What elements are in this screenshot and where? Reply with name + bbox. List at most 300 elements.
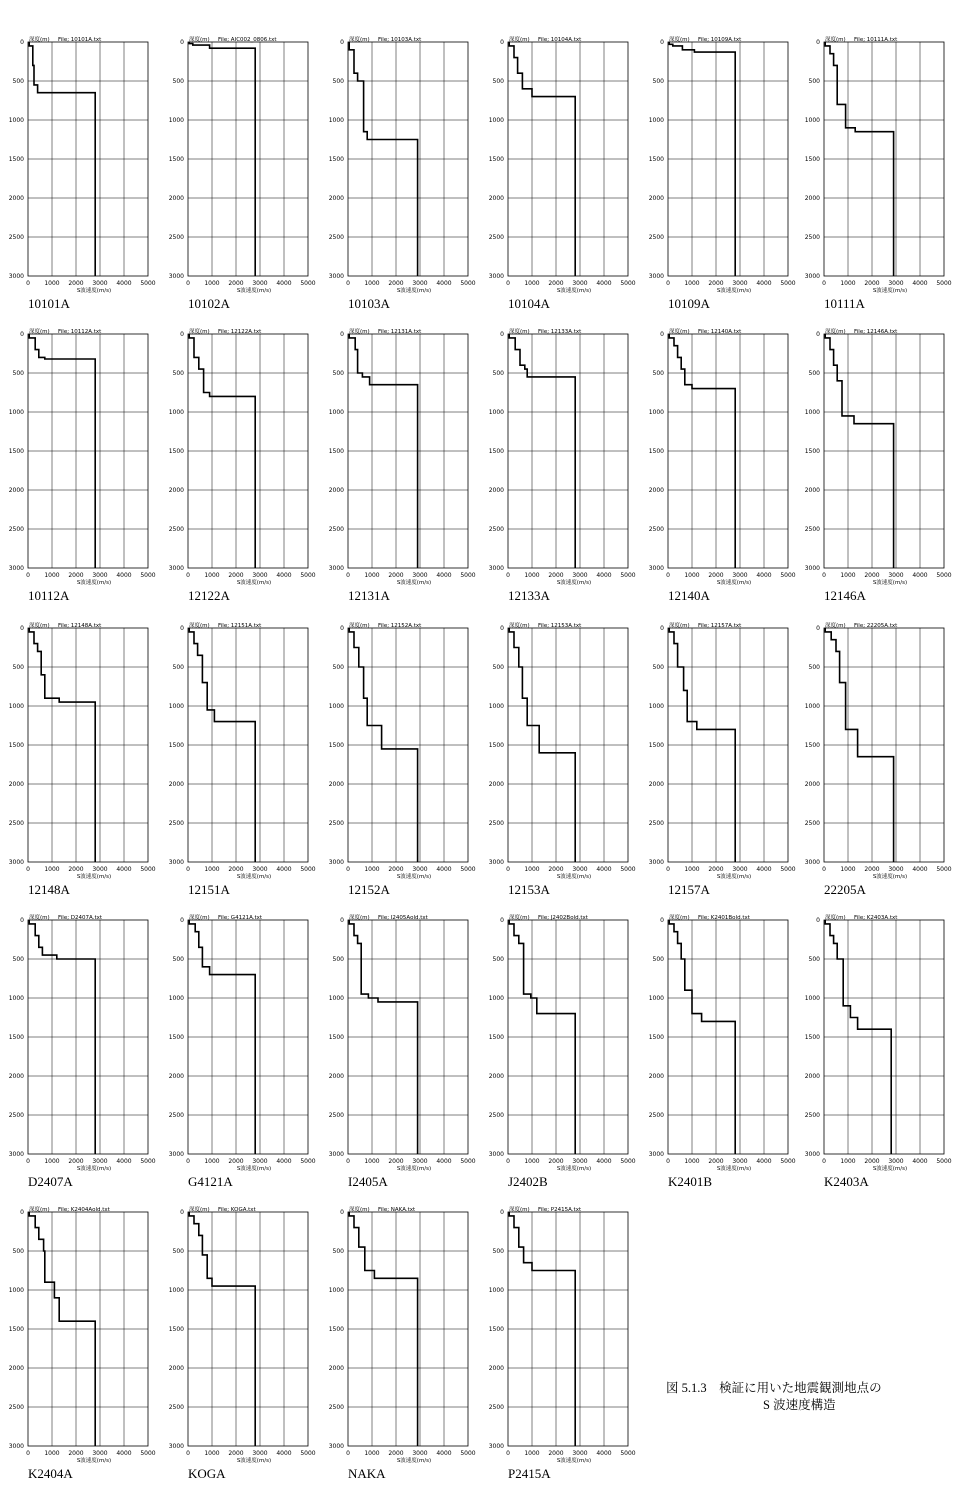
y-tick-label: 2000	[328, 1365, 344, 1372]
y-tick-label: 1500	[8, 1034, 24, 1041]
x-tick-label: 3000	[252, 572, 268, 579]
y-axis-label: 深度(m)	[349, 1207, 370, 1213]
x-tick-label: 1000	[364, 866, 380, 873]
x-tick-label: 5000	[936, 572, 952, 579]
y-tick-label: 1000	[8, 703, 24, 710]
y-tick-label: 2500	[648, 1112, 664, 1119]
chart-K2404A	[0, 1204, 160, 1498]
y-tick-label: 500	[12, 370, 24, 377]
y-tick-label: 500	[332, 370, 344, 377]
station-name: 12153A	[508, 882, 550, 897]
y-tick-label: 500	[808, 664, 820, 671]
y-axis-label: 深度(m)	[349, 37, 370, 43]
figure-caption	[666, 1380, 946, 1414]
y-tick-label: 1500	[488, 156, 504, 163]
y-tick-label: 1500	[804, 742, 820, 749]
x-tick-label: 4000	[596, 280, 612, 287]
x-tick-label: 1000	[204, 280, 220, 287]
y-tick-label: 2500	[8, 526, 24, 533]
chart-svg	[160, 1204, 320, 1466]
y-tick-label: 0	[500, 917, 504, 924]
x-tick-label: 4000	[276, 280, 292, 287]
y-tick-label: 500	[172, 78, 184, 85]
chart-svg	[480, 912, 640, 1174]
y-tick-label: 1500	[804, 1034, 820, 1041]
x-tick-label: 3000	[92, 280, 108, 287]
y-tick-label: 3000	[168, 859, 184, 866]
y-tick-label: 3000	[8, 273, 24, 280]
y-tick-label: 3000	[328, 565, 344, 572]
chart-J2402B	[480, 912, 640, 1206]
x-tick-label: 3000	[732, 572, 748, 579]
chart-10112A	[0, 326, 160, 620]
y-tick-label: 1000	[804, 117, 820, 124]
x-tick-label: 1000	[684, 866, 700, 873]
y-tick-label: 0	[816, 625, 820, 632]
x-tick-label: 2000	[548, 572, 564, 579]
y-tick-label: 1500	[488, 742, 504, 749]
x-tick-label: 2000	[388, 1158, 404, 1165]
x-tick-label: 1000	[44, 1450, 60, 1457]
x-axis-label: S波速度(m/s)	[236, 1166, 272, 1172]
chart-12151A	[160, 620, 320, 914]
chart-10111A	[796, 34, 956, 328]
y-tick-label: 2000	[168, 195, 184, 202]
y-tick-label: 1500	[168, 156, 184, 163]
y-axis-label: 深度(m)	[29, 915, 50, 921]
station-name: 12122A	[188, 588, 230, 603]
y-tick-label: 500	[808, 370, 820, 377]
y-tick-label: 3000	[648, 859, 664, 866]
x-tick-label: 0	[346, 572, 350, 579]
chart-svg	[320, 912, 480, 1174]
x-axis-label: S波速度(m/s)	[396, 1458, 432, 1464]
x-tick-label: 4000	[756, 866, 772, 873]
x-tick-label: 0	[26, 866, 30, 873]
x-axis-label: S波速度(m/s)	[396, 874, 432, 880]
x-tick-label: 1000	[840, 572, 856, 579]
chart-svg	[480, 620, 640, 882]
x-tick-label: 2000	[388, 572, 404, 579]
y-tick-label: 1000	[488, 703, 504, 710]
y-tick-label: 500	[652, 664, 664, 671]
y-tick-label: 1500	[804, 156, 820, 163]
x-axis-label: S波速度(m/s)	[872, 580, 908, 586]
chart-svg	[0, 34, 160, 296]
y-tick-label: 3000	[488, 1443, 504, 1450]
station-name: J2402B	[508, 1174, 548, 1189]
x-tick-label: 5000	[620, 572, 636, 579]
x-tick-label: 5000	[936, 1158, 952, 1165]
y-axis-label: 深度(m)	[669, 329, 690, 335]
y-tick-label: 0	[660, 625, 664, 632]
x-tick-label: 3000	[252, 866, 268, 873]
file-label: File; K2404Aold.txt	[58, 1207, 110, 1213]
y-tick-label: 1500	[328, 1326, 344, 1333]
y-tick-label: 2500	[488, 1112, 504, 1119]
y-tick-label: 2500	[648, 526, 664, 533]
file-label: File; K2403A.txt	[854, 915, 898, 921]
y-tick-label: 1500	[168, 1326, 184, 1333]
chart-10104A	[480, 34, 640, 328]
x-tick-label: 2000	[388, 1450, 404, 1457]
x-tick-label: 2000	[548, 1158, 564, 1165]
y-tick-label: 1000	[804, 995, 820, 1002]
y-axis-label: 深度(m)	[189, 329, 210, 335]
x-tick-label: 3000	[412, 572, 428, 579]
x-tick-label: 0	[666, 280, 670, 287]
file-label: File; J2402Bold.txt	[538, 915, 588, 921]
x-tick-label: 1000	[524, 280, 540, 287]
station-name: 12151A	[188, 882, 230, 897]
y-tick-label: 2000	[8, 195, 24, 202]
x-tick-label: 5000	[620, 1158, 636, 1165]
x-tick-label: 0	[26, 280, 30, 287]
y-tick-label: 2000	[804, 1073, 820, 1080]
x-tick-label: 0	[186, 1450, 190, 1457]
y-tick-label: 0	[816, 39, 820, 46]
x-tick-label: 0	[26, 1158, 30, 1165]
x-tick-label: 0	[822, 1158, 826, 1165]
y-axis-label: 深度(m)	[189, 37, 210, 43]
y-tick-label: 500	[808, 956, 820, 963]
y-axis-label: 深度(m)	[825, 623, 846, 629]
y-axis-label: 深度(m)	[669, 623, 690, 629]
x-axis-label: S波速度(m/s)	[872, 288, 908, 294]
y-axis-label: 深度(m)	[509, 915, 530, 921]
x-axis-label: S波速度(m/s)	[716, 1166, 752, 1172]
station-name: 10109A	[668, 296, 710, 311]
y-tick-label: 500	[172, 664, 184, 671]
y-tick-label: 0	[500, 39, 504, 46]
chart-svg	[320, 34, 480, 296]
y-tick-label: 1000	[488, 1287, 504, 1294]
y-tick-label: 1500	[8, 1326, 24, 1333]
x-tick-label: 0	[822, 572, 826, 579]
y-axis-label: 深度(m)	[29, 1207, 50, 1213]
x-tick-label: 5000	[620, 1450, 636, 1457]
y-tick-label: 2500	[488, 820, 504, 827]
x-tick-label: 4000	[276, 1158, 292, 1165]
y-tick-label: 2000	[488, 195, 504, 202]
x-axis-label: S波速度(m/s)	[396, 580, 432, 586]
x-tick-label: 4000	[116, 1450, 132, 1457]
x-tick-label: 5000	[140, 280, 156, 287]
y-axis-label: 深度(m)	[349, 329, 370, 335]
y-tick-label: 3000	[328, 1151, 344, 1158]
station-name: 10103A	[348, 296, 390, 311]
chart-12153A	[480, 620, 640, 914]
y-tick-label: 0	[660, 331, 664, 338]
y-tick-label: 2500	[168, 820, 184, 827]
y-tick-label: 0	[180, 625, 184, 632]
y-tick-label: 3000	[168, 1151, 184, 1158]
chart-svg	[0, 912, 160, 1174]
x-axis-label: S波速度(m/s)	[872, 1166, 908, 1172]
y-tick-label: 1500	[328, 156, 344, 163]
x-tick-label: 1000	[204, 1450, 220, 1457]
chart-svg	[796, 34, 956, 296]
y-tick-label: 2500	[8, 1404, 24, 1411]
y-tick-label: 0	[20, 331, 24, 338]
file-label: File; 12122A.txt	[218, 329, 262, 335]
x-tick-label: 4000	[436, 572, 452, 579]
x-tick-label: 4000	[436, 1450, 452, 1457]
y-tick-label: 2000	[8, 1365, 24, 1372]
y-tick-label: 1000	[168, 409, 184, 416]
y-tick-label: 3000	[648, 1151, 664, 1158]
chart-svg	[0, 326, 160, 588]
y-tick-label: 500	[12, 78, 24, 85]
station-name: 22205A	[824, 882, 866, 897]
y-tick-label: 1000	[328, 703, 344, 710]
y-axis-label: 深度(m)	[825, 329, 846, 335]
y-tick-label: 0	[180, 1209, 184, 1216]
x-tick-label: 2000	[228, 1450, 244, 1457]
x-tick-label: 4000	[276, 572, 292, 579]
x-axis-label: S波速度(m/s)	[76, 580, 112, 586]
y-tick-label: 2500	[328, 1112, 344, 1119]
chart-10103A	[320, 34, 480, 328]
y-tick-label: 500	[332, 78, 344, 85]
y-tick-label: 500	[332, 664, 344, 671]
chart-svg	[160, 912, 320, 1174]
x-tick-label: 5000	[460, 866, 476, 873]
y-tick-label: 1500	[488, 1326, 504, 1333]
x-tick-label: 4000	[756, 280, 772, 287]
x-tick-label: 4000	[912, 280, 928, 287]
x-tick-label: 0	[346, 866, 350, 873]
station-name: 12146A	[824, 588, 866, 603]
x-tick-label: 5000	[460, 572, 476, 579]
station-name: KOGA	[188, 1466, 226, 1481]
x-tick-label: 2000	[864, 1158, 880, 1165]
chart-svg	[640, 912, 800, 1174]
y-tick-label: 2500	[648, 234, 664, 241]
chart-D2407A	[0, 912, 160, 1206]
file-label: File; 10103A.txt	[378, 37, 422, 43]
y-tick-label: 500	[172, 370, 184, 377]
x-tick-label: 1000	[44, 1158, 60, 1165]
x-axis-label: S波速度(m/s)	[716, 874, 752, 880]
x-tick-label: 1000	[204, 572, 220, 579]
x-tick-label: 3000	[572, 1158, 588, 1165]
y-tick-label: 3000	[8, 1443, 24, 1450]
x-tick-label: 0	[666, 1158, 670, 1165]
y-tick-label: 0	[500, 1209, 504, 1216]
x-tick-label: 0	[506, 1450, 510, 1457]
x-tick-label: 0	[186, 280, 190, 287]
y-axis-label: 深度(m)	[29, 623, 50, 629]
x-tick-label: 1000	[684, 1158, 700, 1165]
x-tick-label: 5000	[140, 572, 156, 579]
x-tick-label: 0	[506, 572, 510, 579]
y-tick-label: 3000	[328, 273, 344, 280]
y-tick-label: 500	[652, 370, 664, 377]
station-name: 12140A	[668, 588, 710, 603]
y-tick-label: 1500	[648, 1034, 664, 1041]
station-name: G4121A	[188, 1174, 233, 1189]
file-label: File; AIC002_0806.txt	[218, 37, 277, 43]
chart-12133A	[480, 326, 640, 620]
x-tick-label: 1000	[44, 572, 60, 579]
x-axis-label: S波速度(m/s)	[236, 874, 272, 880]
y-tick-label: 1000	[328, 995, 344, 1002]
y-tick-label: 3000	[328, 859, 344, 866]
x-tick-label: 1000	[524, 1450, 540, 1457]
x-tick-label: 5000	[140, 1450, 156, 1457]
x-tick-label: 3000	[412, 280, 428, 287]
station-name: 12131A	[348, 588, 390, 603]
y-tick-label: 1000	[8, 409, 24, 416]
y-tick-label: 2000	[648, 195, 664, 202]
y-tick-label: 3000	[168, 273, 184, 280]
y-tick-label: 1500	[328, 1034, 344, 1041]
y-tick-label: 0	[20, 625, 24, 632]
y-tick-label: 500	[12, 664, 24, 671]
y-tick-label: 1000	[804, 703, 820, 710]
x-tick-label: 4000	[276, 1450, 292, 1457]
x-tick-label: 4000	[436, 280, 452, 287]
x-tick-label: 3000	[92, 572, 108, 579]
file-label: File; G4121A.txt	[218, 915, 263, 921]
y-axis-label: 深度(m)	[509, 1207, 530, 1213]
y-axis-label: 深度(m)	[189, 915, 210, 921]
x-tick-label: 0	[346, 1158, 350, 1165]
caption-line-1: 図 5.1.3 検証に用いた地震観測地点の	[666, 1381, 882, 1395]
chart-svg	[640, 34, 800, 296]
x-tick-label: 1000	[840, 1158, 856, 1165]
file-label: File; P2415A.txt	[538, 1207, 582, 1213]
x-tick-label: 3000	[92, 1450, 108, 1457]
x-tick-label: 3000	[412, 1450, 428, 1457]
y-tick-label: 1500	[328, 448, 344, 455]
y-tick-label: 500	[492, 956, 504, 963]
x-tick-label: 4000	[912, 572, 928, 579]
y-tick-label: 2000	[804, 781, 820, 788]
x-tick-label: 3000	[572, 866, 588, 873]
x-tick-label: 2000	[228, 280, 244, 287]
y-tick-label: 2500	[804, 1112, 820, 1119]
y-tick-label: 1500	[648, 156, 664, 163]
chart-svg	[0, 1204, 160, 1466]
x-axis-label: S波速度(m/s)	[76, 874, 112, 880]
x-tick-label: 2000	[388, 866, 404, 873]
y-tick-label: 2500	[168, 526, 184, 533]
y-tick-label: 2500	[804, 820, 820, 827]
x-tick-label: 3000	[252, 1450, 268, 1457]
x-tick-label: 1000	[524, 572, 540, 579]
chart-KOGA	[160, 1204, 320, 1498]
y-axis-label: 深度(m)	[509, 329, 530, 335]
y-tick-label: 1000	[648, 117, 664, 124]
file-label: File; D2407A.txt	[58, 915, 103, 921]
x-tick-label: 1000	[364, 572, 380, 579]
y-tick-label: 2000	[488, 487, 504, 494]
file-label: File; K2401Bold.txt	[698, 915, 750, 921]
station-name: NAKA	[348, 1466, 386, 1481]
x-tick-label: 4000	[116, 572, 132, 579]
x-tick-label: 4000	[276, 866, 292, 873]
file-label: File; 12133A.txt	[538, 329, 582, 335]
y-tick-label: 0	[816, 917, 820, 924]
chart-svg	[480, 1204, 640, 1466]
file-label: File; 12157A.txt	[698, 623, 742, 629]
chart-12146A	[796, 326, 956, 620]
y-tick-label: 0	[20, 39, 24, 46]
x-axis-label: S波速度(m/s)	[76, 288, 112, 294]
y-tick-label: 3000	[488, 859, 504, 866]
chart-svg	[480, 34, 640, 296]
x-tick-label: 3000	[252, 1158, 268, 1165]
x-axis-label: S波速度(m/s)	[556, 288, 592, 294]
x-tick-label: 3000	[732, 1158, 748, 1165]
x-tick-label: 3000	[412, 1158, 428, 1165]
x-tick-label: 3000	[572, 572, 588, 579]
y-tick-label: 1000	[168, 995, 184, 1002]
chart-K2403A	[796, 912, 956, 1206]
y-tick-label: 2000	[328, 487, 344, 494]
x-tick-label: 5000	[460, 1158, 476, 1165]
y-axis-label: 深度(m)	[29, 329, 50, 335]
station-name: 10104A	[508, 296, 550, 311]
x-tick-label: 4000	[756, 572, 772, 579]
chart-svg	[640, 620, 800, 882]
chart-svg	[796, 620, 956, 882]
y-tick-label: 500	[492, 664, 504, 671]
x-tick-label: 3000	[732, 866, 748, 873]
y-tick-label: 1000	[648, 995, 664, 1002]
y-tick-label: 3000	[168, 565, 184, 572]
x-axis-label: S波速度(m/s)	[556, 874, 592, 880]
x-tick-label: 0	[26, 572, 30, 579]
x-tick-label: 0	[186, 1158, 190, 1165]
x-tick-label: 3000	[252, 280, 268, 287]
x-tick-label: 3000	[412, 866, 428, 873]
y-tick-label: 2000	[648, 781, 664, 788]
chart-NAKA	[320, 1204, 480, 1498]
y-tick-label: 0	[500, 625, 504, 632]
y-tick-label: 1500	[8, 156, 24, 163]
y-tick-label: 2500	[328, 234, 344, 241]
x-tick-label: 5000	[780, 1158, 796, 1165]
file-label: File; NAKA.txt	[378, 1207, 416, 1213]
chart-10101A	[0, 34, 160, 328]
x-tick-label: 0	[506, 280, 510, 287]
y-tick-label: 1000	[328, 1287, 344, 1294]
y-tick-label: 3000	[168, 1443, 184, 1450]
y-tick-label: 500	[652, 78, 664, 85]
y-tick-label: 3000	[488, 1151, 504, 1158]
y-tick-label: 1500	[488, 1034, 504, 1041]
chart-12148A	[0, 620, 160, 914]
y-tick-label: 1000	[648, 703, 664, 710]
station-name: 12133A	[508, 588, 550, 603]
y-tick-label: 1000	[8, 995, 24, 1002]
station-name: D2407A	[28, 1174, 73, 1189]
x-tick-label: 2000	[228, 1158, 244, 1165]
x-tick-label: 2000	[388, 280, 404, 287]
y-tick-label: 3000	[648, 273, 664, 280]
x-tick-label: 1000	[684, 572, 700, 579]
chart-svg	[320, 620, 480, 882]
x-tick-label: 2000	[548, 280, 564, 287]
x-axis-label: S波速度(m/s)	[556, 580, 592, 586]
x-tick-label: 5000	[300, 1158, 316, 1165]
y-tick-label: 500	[172, 956, 184, 963]
y-axis-label: 深度(m)	[825, 915, 846, 921]
x-tick-label: 3000	[888, 1158, 904, 1165]
